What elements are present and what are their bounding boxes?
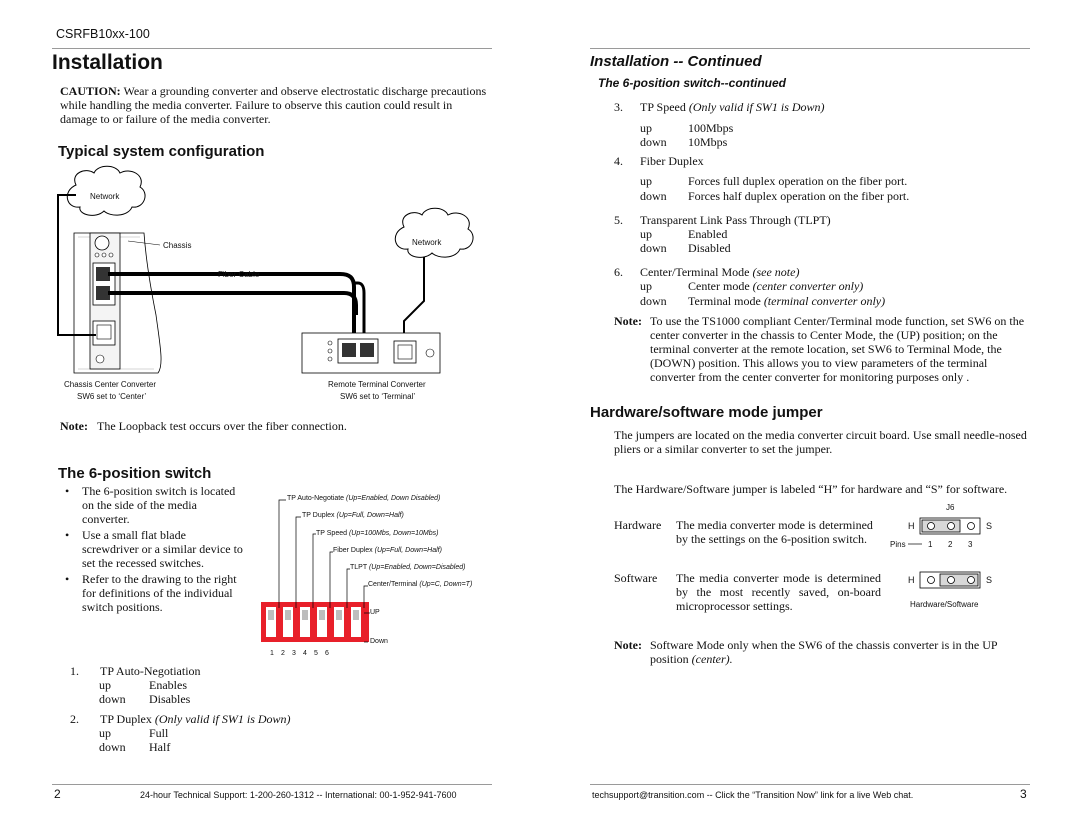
loopback-note xyxy=(60,419,347,433)
switch-position-numbers: 1 2 3 4 5 6 xyxy=(270,650,329,657)
switch-bullet-item: • Refer to the drawing to the right for definitions of the individual switch positions. xyxy=(62,572,244,614)
software-mode-note-italic: (center). xyxy=(691,652,733,666)
jumper-h-label-2: H xyxy=(908,575,915,585)
tlpt-note-label: Note: xyxy=(614,314,642,328)
switch-bullet-item: • The 6-position switch is located on the side of the media converter. xyxy=(62,484,244,526)
jumper-h-label: H xyxy=(908,521,915,531)
jumper-pin-numbers: 1 2 3 xyxy=(928,540,973,549)
diagram-sw6-center-label: SW6 set to ‘Center’ xyxy=(77,392,147,401)
footer-rule-right xyxy=(590,784,1030,785)
jumper-caption: Hardware/Software xyxy=(910,600,979,609)
diagram-chassis-label: Chassis xyxy=(163,241,192,250)
hardware-text: The media converter mode is determined by the settings on the 6-position switch. xyxy=(676,518,873,546)
page-number-left: 2 xyxy=(54,787,61,801)
item-option-row: up Full xyxy=(99,726,169,740)
software-mode-note xyxy=(614,638,1032,666)
caution-paragraph xyxy=(60,84,490,126)
page-number-right: 3 xyxy=(1020,787,1027,801)
caution-text: Wear a grounding converter and observe electrostatic discharge precautions while handling the media converter. Failure to observe this caution could result in damage to or failure of the media converter. xyxy=(60,84,487,126)
system-config-diagram xyxy=(40,165,490,410)
header-rule-right xyxy=(590,48,1030,49)
diagram-network-right-label: Network xyxy=(412,238,442,247)
remote-terminal-converter xyxy=(302,333,440,373)
diagram-chassis-center-converter-label: Chassis Center Converter xyxy=(64,380,157,389)
tlpt-note xyxy=(614,314,1032,384)
diagram-fiber-cable-label: Fiber Cable xyxy=(218,270,260,279)
jumper-hardware xyxy=(920,518,980,534)
diagram-network-left-label: Network xyxy=(90,192,120,201)
loopback-note-text: The Loopback test occurs over the fiber connection. xyxy=(96,419,347,433)
jumper-software xyxy=(920,572,980,588)
switch-down-label: Down xyxy=(370,638,388,645)
hw-para-1: The jumpers are located on the media converter circuit board. Use small needle-nosed pliers or a similar converter to set the jumper. xyxy=(614,428,1027,456)
switch-toggle-1[interactable] xyxy=(268,610,274,620)
tlpt-note-text: To use the TS1000 compliant Center/Terminal mode function, set SW6 on the center converter in the chassis to Center Mode, the (UP) position; on the terminal converter at the remote location, set SW6 to Terminal Mode, the (DOWN) position. This allows you to view parameters of the terminal converter from the center converter for monitoring purposes only . xyxy=(650,314,1025,384)
page-title: Installation xyxy=(52,51,163,74)
item-title-row: 6. Center/Terminal Mode (see note) xyxy=(614,265,800,279)
network-cloud-right xyxy=(395,208,473,257)
item-title-row: 4. Fiber Duplex xyxy=(614,154,704,168)
jumper-j6-label: J6 xyxy=(946,503,955,512)
item-option-row: up Center mode (center converter only) xyxy=(640,279,864,293)
switch-label-5: TLPT (Up=Enabled, Down=Disabled) xyxy=(350,564,466,571)
software-label: Software xyxy=(614,571,658,585)
footer-support-right: techsupport@transition.com -- Click the “Transition Now” link for a live Web chat. xyxy=(592,790,914,800)
jumper-diagrams xyxy=(900,508,1020,608)
right-subheading: The 6-position switch--continued xyxy=(598,76,786,90)
item-title-row: 2. TP Duplex (Only valid if SW1 is Down) xyxy=(70,712,291,726)
footer-support-left: 24-hour Technical Support: 1-200-260-1312 -- International: 00-1-952-941-7600 xyxy=(140,790,457,800)
switch-toggle-6[interactable] xyxy=(353,610,359,620)
diagram-remote-terminal-converter-label: Remote Terminal Converter xyxy=(328,380,426,389)
diagram-sw6-terminal-label: SW6 set to ‘Terminal’ xyxy=(340,392,416,401)
item-option-row: down 10Mbps xyxy=(640,135,728,149)
network-cloud-left xyxy=(67,166,145,215)
jumper-s-label-2: S xyxy=(986,575,993,585)
item-option-row: up Forces full duplex operation on the fiber port. xyxy=(640,174,908,188)
document-model-number: CSRFB10xx-100 xyxy=(56,27,150,41)
header-rule-left xyxy=(52,48,492,49)
item-option-row: down Half xyxy=(99,740,171,754)
typical-config-heading: Typical system configuration xyxy=(58,143,265,160)
software-text: The media converter mode is determined by the most recently saved, on-board microprocessor settings. xyxy=(676,571,881,613)
switch-toggle-3[interactable] xyxy=(302,610,308,620)
software-mode-note-label: Note: xyxy=(614,638,642,652)
hardware-label: Hardware xyxy=(614,518,662,532)
item-option-row: up Enables xyxy=(99,678,187,692)
switch-toggle-5[interactable] xyxy=(336,610,342,620)
right-heading: Installation -- Continued xyxy=(590,53,762,70)
item-option-row: down Terminal mode (terminal converter only) xyxy=(640,294,886,308)
switch-up-label: UP xyxy=(370,609,380,616)
switch-bullet-list xyxy=(62,484,244,616)
switch-label-4: Fiber Duplex (Up=Full, Down=Half) xyxy=(333,547,442,554)
switch-label-6: Center/Terminal (Up=C, Down=T) xyxy=(368,581,473,588)
footer-rule-left xyxy=(52,784,492,785)
item-option-row: down Disables xyxy=(99,692,191,706)
jumper-s-label: S xyxy=(986,521,993,531)
software-mode-note-text: Software Mode only when the SW6 of the chassis converter is in the UP position xyxy=(650,638,998,666)
hw-jumper-heading: Hardware/software mode jumper xyxy=(590,404,823,421)
jumper-pins-label: Pins xyxy=(890,540,906,549)
item-option-row: up Enabled xyxy=(640,227,728,241)
loopback-note-label: Note: xyxy=(60,419,88,433)
switch-bullet-item: • Use a small flat blade screwdriver or a similar device to set the recessed switches. xyxy=(62,528,244,570)
item-option-row: down Disabled xyxy=(640,241,731,255)
item-option-row: down Forces half duplex operation on the fiber port. xyxy=(640,189,910,203)
caution-label: CAUTION: xyxy=(60,84,121,98)
switch-toggle-4[interactable] xyxy=(319,610,325,620)
item-title-row: 5. Transparent Link Pass Through (TLPT) xyxy=(614,213,831,227)
switch-label-1: TP Auto-Negotiate (Up=Enabled, Down Disabled) xyxy=(287,495,441,502)
item-title-row: 3. TP Speed (Only valid if SW1 is Down) xyxy=(614,100,825,114)
switch-label-3: TP Speed (Up=100Mbs, Down=10Mbs) xyxy=(316,530,439,537)
switch-heading: The 6-position switch xyxy=(58,465,212,482)
switch-label-2: TP Duplex (Up=Full, Down=Half) xyxy=(302,512,404,519)
item-title-row: 1. TP Auto-Negotiation xyxy=(70,664,201,678)
switch-toggle-2[interactable] xyxy=(285,610,291,620)
item-option-row: up 100Mbps xyxy=(640,121,734,135)
hw-para-2: The Hardware/Software jumper is labeled “H” for hardware and “S” for software. xyxy=(614,482,1008,496)
